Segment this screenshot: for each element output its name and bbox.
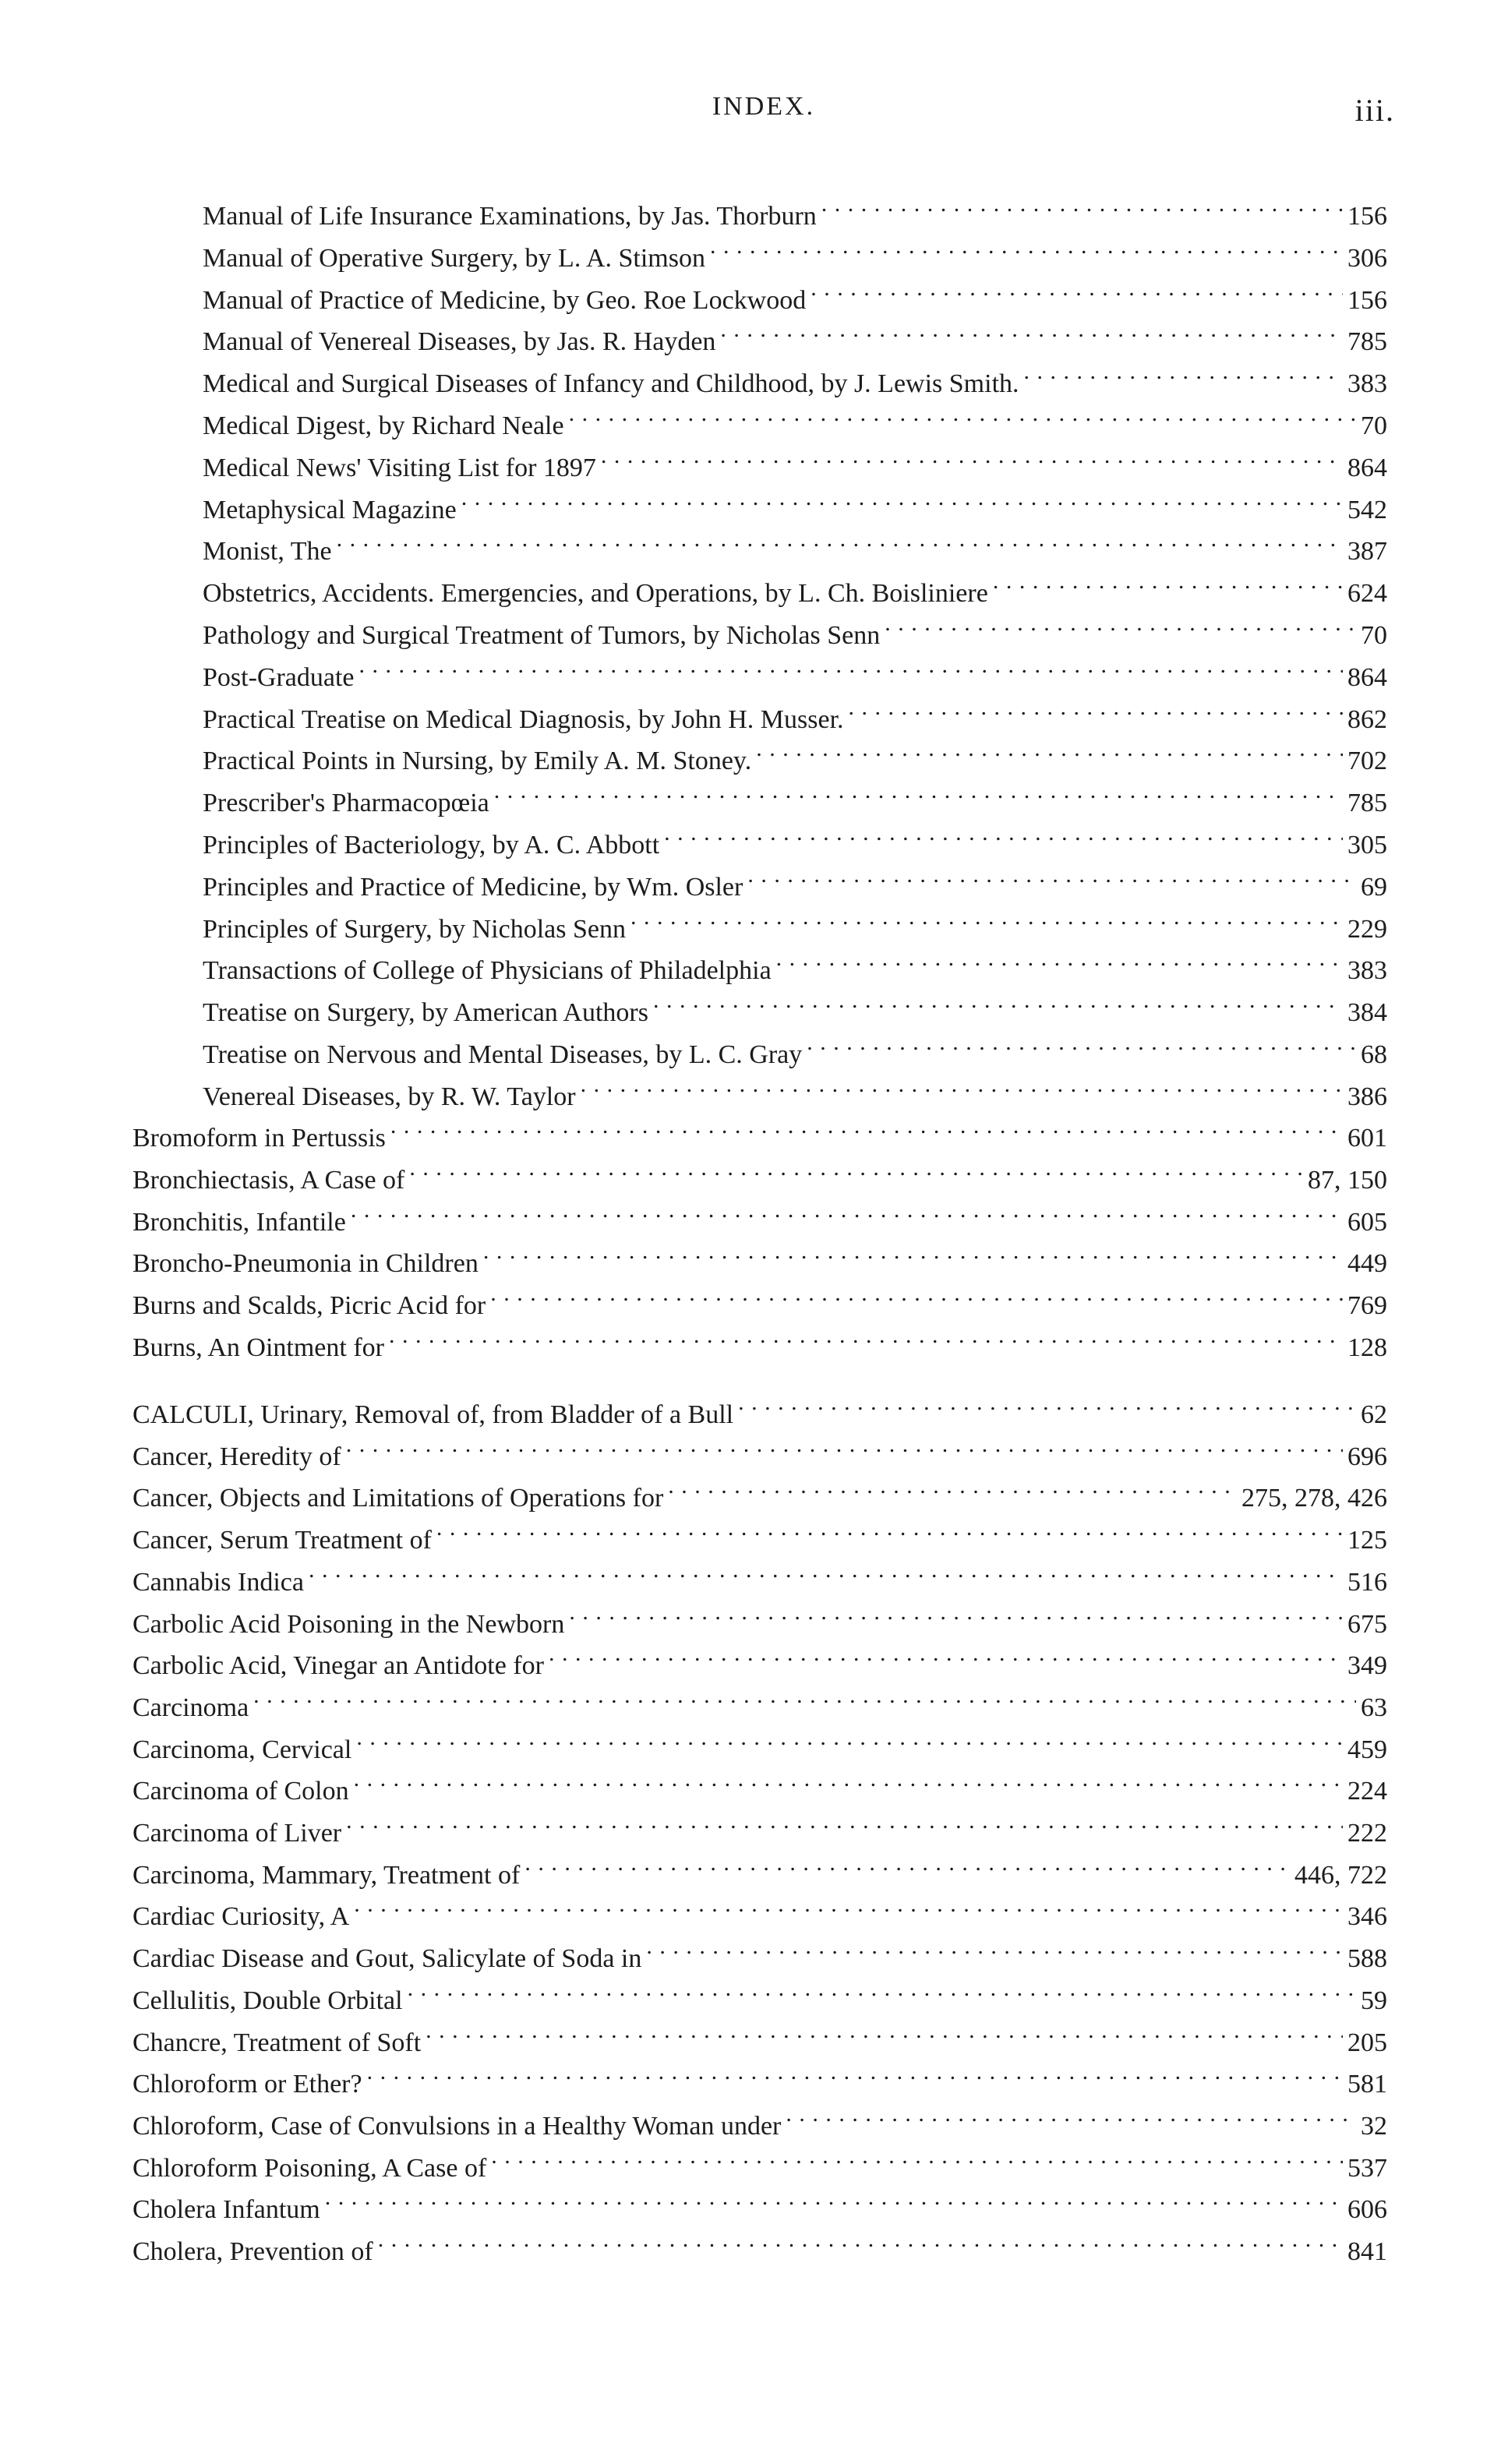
index-entry	[132, 1759, 1387, 1806]
entry-title: Manual of Venereal Diseases, by Jas. R. Hayden	[203, 327, 716, 357]
entry-page-number: 386	[1347, 1082, 1387, 1111]
entry-page-number: 32	[1361, 2111, 1387, 2141]
entry-title: Prescriber's Pharmacopœia	[203, 789, 489, 818]
index-entry	[132, 1424, 1387, 1471]
index-entry	[132, 1717, 1387, 1764]
entry-title: Metaphysical Magazine	[203, 495, 457, 524]
entry-page-number: 59	[1361, 1986, 1387, 2015]
leader-dots	[776, 938, 1343, 979]
entry-page-number: 125	[1347, 1526, 1387, 1555]
leader-dots	[354, 1884, 1343, 1925]
index-entry	[132, 2177, 1387, 2225]
leader-dots	[253, 1675, 1356, 1716]
index-entry	[132, 1550, 1387, 1597]
entry-title: Burns, An Ointment for	[132, 1333, 384, 1362]
entry-title: Treatise on Nervous and Mental Diseases, by L. C. Gray	[203, 1040, 803, 1069]
index-entry	[203, 436, 1387, 482]
index-entry	[132, 1592, 1387, 1639]
entry-title: Medical News' Visiting List for 1897	[203, 453, 596, 482]
entry-title: Manual of Operative Surgery, by L. A. Stimson	[203, 243, 705, 273]
leader-dots	[849, 687, 1343, 728]
leader-dots	[993, 561, 1343, 602]
leader-dots	[346, 1424, 1343, 1465]
entry-page-number: 224	[1347, 1777, 1387, 1806]
entry-page-number: 537	[1347, 2153, 1387, 2183]
entry-title: Bronchiectasis, A Case of	[132, 1165, 405, 1195]
entry-title: Carcinoma, Mammary, Treatment of	[132, 1860, 521, 1890]
index-entry	[132, 1801, 1387, 1848]
page-number: iii.	[1354, 93, 1395, 128]
entry-title: Pathology and Surgical Treatment of Tumors, by Nicholas Senn	[203, 621, 881, 650]
entry-page-number: 864	[1347, 453, 1387, 482]
leader-dots	[359, 645, 1343, 686]
entry-page-number: 605	[1347, 1207, 1387, 1237]
entry-page-number: 785	[1347, 789, 1387, 818]
leader-dots	[494, 771, 1343, 811]
index-entry	[203, 603, 1387, 650]
entry-page-number: 349	[1347, 1651, 1387, 1681]
leader-dots	[436, 1508, 1343, 1548]
entry-page-number: 769	[1347, 1291, 1387, 1321]
leader-dots	[356, 1717, 1343, 1758]
entry-title: Principles of Bacteriology, by A. C. Abbott	[203, 831, 660, 860]
entry-page-number: 446, 722	[1294, 1860, 1387, 1890]
entry-page-number: 62	[1361, 1400, 1387, 1429]
entry-title: Chancre, Treatment of Soft	[132, 2028, 422, 2057]
index-entry	[203, 1064, 1387, 1111]
entry-page-number: 346	[1347, 1902, 1387, 1932]
entry-title: Bromoform in Pertussis	[132, 1124, 386, 1153]
index-entry	[203, 771, 1387, 818]
leader-dots	[549, 1633, 1343, 1674]
leader-dots	[569, 394, 1356, 434]
index-entry	[203, 938, 1387, 986]
leader-dots	[491, 2136, 1343, 2176]
index-entry	[203, 394, 1387, 440]
entry-title: Chloroform or Ether?	[132, 2070, 362, 2099]
entry-title: Practical Points in Nursing, by Emily A. M. Stoney.	[203, 747, 752, 776]
entry-page-number: 864	[1347, 662, 1387, 692]
leader-dots	[346, 1801, 1343, 1841]
entry-page-number: 222	[1347, 1819, 1387, 1848]
leader-dots	[653, 980, 1343, 1021]
leader-dots	[337, 519, 1343, 560]
entry-page-number: 306	[1347, 243, 1387, 273]
leader-dots	[738, 1382, 1356, 1423]
entry-page-number: 128	[1347, 1333, 1387, 1362]
entry-page-number: 63	[1361, 1693, 1387, 1722]
entry-title: Burns and Scalds, Picric Acid for	[132, 1291, 486, 1321]
leader-dots	[668, 1466, 1237, 1506]
index-entry	[132, 1633, 1387, 1681]
index-entry	[132, 2010, 1387, 2057]
leader-dots	[390, 1106, 1343, 1146]
entry-page-number: 601	[1347, 1124, 1387, 1153]
entry-page-number: 70	[1361, 411, 1387, 440]
leader-dots	[646, 1926, 1343, 1967]
leader-dots	[389, 1315, 1343, 1356]
index-entry	[203, 268, 1387, 315]
entry-title: Carcinoma	[132, 1693, 249, 1722]
entry-page-number: 305	[1347, 831, 1387, 860]
entry-page-number: 675	[1347, 1609, 1387, 1639]
entry-title: Cannabis Indica	[132, 1567, 304, 1597]
leader-dots	[325, 2177, 1343, 2218]
leader-dots	[710, 226, 1343, 267]
entry-page-number: 702	[1347, 747, 1387, 776]
leader-dots	[720, 309, 1343, 350]
index-entry	[203, 897, 1387, 944]
leader-dots	[408, 1968, 1356, 2009]
index-entry	[132, 2094, 1387, 2141]
entry-title: Post-Graduate	[203, 662, 355, 692]
entry-title: Cholera Infantum	[132, 2195, 320, 2225]
entry-title: Monist, The	[203, 537, 332, 567]
entry-page-number: 156	[1347, 285, 1387, 315]
leader-dots	[524, 1843, 1290, 1883]
index-entry	[203, 687, 1387, 734]
entry-title: Carbolic Acid, Vinegar an Antidote for	[132, 1651, 544, 1681]
leader-dots	[811, 268, 1343, 309]
entry-page-number: 588	[1347, 1944, 1387, 1974]
entry-title: Manual of Practice of Medicine, by Geo. Roe Lockwood	[203, 285, 807, 315]
entry-page-number: 542	[1347, 495, 1387, 524]
entry-title: Practical Treatise on Medical Diagnosis, by John H. Musser.	[203, 704, 844, 734]
leader-dots	[747, 855, 1356, 895]
leader-dots	[821, 184, 1343, 224]
leader-dots	[1024, 351, 1343, 392]
index-entry	[132, 1231, 1387, 1279]
index-entry	[132, 2219, 1387, 2266]
index-entry	[132, 1884, 1387, 1932]
entry-page-number: 785	[1347, 327, 1387, 357]
leader-dots	[378, 2219, 1343, 2260]
index-entry	[203, 478, 1387, 524]
entry-title: Cancer, Heredity of	[132, 1442, 341, 1471]
entry-title: Principles of Surgery, by Nicholas Senn	[203, 914, 626, 944]
leader-dots	[409, 1148, 1303, 1188]
index-entry	[132, 1926, 1387, 1974]
leader-dots	[756, 729, 1343, 769]
index-entry	[203, 813, 1387, 860]
leader-dots	[630, 897, 1343, 937]
entry-title: Cancer, Objects and Limitations of Operations for	[132, 1484, 664, 1513]
entry-title: Treatise on Surgery, by American Authors	[203, 998, 648, 1028]
entry-title: Cholera, Prevention of	[132, 2237, 373, 2266]
leader-dots	[581, 1064, 1343, 1105]
index-entry	[132, 1190, 1387, 1237]
index-entry	[132, 2136, 1387, 2183]
index-entry	[132, 1382, 1387, 1429]
entry-page-number: 70	[1361, 621, 1387, 650]
leader-dots	[807, 1022, 1356, 1063]
entry-page-number: 384	[1347, 998, 1387, 1028]
leader-dots	[601, 436, 1343, 476]
leader-dots	[461, 478, 1343, 518]
entry-title: Chloroform Poisoning, A Case of	[132, 2153, 487, 2183]
leader-dots	[786, 2094, 1356, 2134]
entry-title: Cellulitis, Double Orbital	[132, 1986, 403, 2015]
entry-title: Chloroform, Case of Convulsions in a Healthy Woman under	[132, 2111, 782, 2141]
index-entry	[132, 1508, 1387, 1555]
entry-title: Cardiac Curiosity, A	[132, 1902, 350, 1932]
leader-dots	[490, 1273, 1343, 1314]
entry-page-number: 229	[1347, 914, 1387, 944]
leader-dots	[354, 1759, 1343, 1799]
entry-page-number: 87, 150	[1308, 1165, 1387, 1195]
entry-title: Carcinoma of Liver	[132, 1819, 342, 1848]
leader-dots	[367, 2052, 1343, 2092]
index-entry	[132, 1675, 1387, 1722]
index-entry	[203, 980, 1387, 1028]
entry-title: CALCULI, Urinary, Removal of, from Bladder of a Bull	[132, 1400, 734, 1429]
entry-title: Principles and Practice of Medicine, by Wm. Osler	[203, 872, 743, 902]
index-entry	[203, 561, 1387, 609]
entry-title: Cancer, Serum Treatment of	[132, 1526, 432, 1555]
entry-title: Medical Digest, by Richard Neale	[203, 411, 564, 440]
leader-dots	[664, 813, 1343, 853]
index-entry	[132, 2052, 1387, 2099]
leader-dots	[426, 2010, 1343, 2051]
entry-title: Carbolic Acid Poisoning in the Newborn	[132, 1609, 565, 1639]
index-entry	[203, 1022, 1387, 1069]
index-entry	[203, 226, 1387, 273]
leader-dots	[885, 603, 1356, 644]
entry-page-number: 862	[1347, 704, 1387, 734]
entry-page-number: 696	[1347, 1442, 1387, 1471]
entry-page-number: 581	[1347, 2070, 1387, 2099]
entry-page-number: 459	[1347, 1735, 1387, 1764]
index-entry	[203, 351, 1387, 399]
page-title: INDEX.	[712, 92, 816, 121]
index-entry	[203, 645, 1387, 692]
index-entry	[132, 1466, 1387, 1513]
page-header	[132, 92, 1395, 139]
entry-page-number: 156	[1347, 202, 1387, 231]
entry-page-number: 275, 278, 426	[1241, 1484, 1387, 1513]
leader-dots	[483, 1231, 1343, 1272]
index-entry	[132, 1843, 1387, 1890]
entry-title: Manual of Life Insurance Examinations, by Jas. Thorburn	[203, 202, 817, 231]
index-entry	[203, 729, 1387, 776]
entry-page-number: 841	[1347, 2237, 1387, 2266]
entry-title: Medical and Surgical Diseases of Infancy and Childhood, by J. Lewis Smith.	[203, 369, 1019, 399]
entry-title: Carcinoma, Cervical	[132, 1735, 352, 1764]
index-entry	[132, 1106, 1387, 1153]
entry-title: Transactions of College of Physicians of Philadelphia	[203, 956, 772, 986]
leader-dots	[351, 1190, 1343, 1230]
index-entry	[203, 519, 1387, 567]
entry-page-number: 205	[1347, 2028, 1387, 2057]
entry-title: Broncho-Pneumonia in Children	[132, 1249, 479, 1279]
entry-title: Venereal Diseases, by R. W. Taylor	[203, 1082, 576, 1111]
index-entry	[203, 855, 1387, 902]
entry-page-number: 449	[1347, 1249, 1387, 1279]
entry-page-number: 68	[1361, 1040, 1387, 1069]
index-entry	[203, 309, 1387, 357]
entry-page-number: 624	[1347, 579, 1387, 609]
entry-page-number: 69	[1361, 872, 1387, 902]
entry-page-number: 606	[1347, 2195, 1387, 2225]
entry-title: Carcinoma of Colon	[132, 1777, 349, 1806]
index-entry	[203, 184, 1387, 231]
entry-page-number: 516	[1347, 1567, 1387, 1597]
entry-page-number: 383	[1347, 369, 1387, 399]
leader-dots	[309, 1550, 1343, 1590]
index-entry	[132, 1273, 1387, 1321]
leader-dots	[569, 1592, 1343, 1633]
index-entry	[132, 1968, 1387, 2015]
entry-page-number: 387	[1347, 537, 1387, 567]
entry-title: Bronchitis, Infantile	[132, 1207, 346, 1237]
entry-page-number: 383	[1347, 956, 1387, 986]
index-entry	[132, 1315, 1387, 1362]
entry-title: Obstetrics, Accidents. Emergencies, and Operations, by L. Ch. Boisliniere	[203, 579, 988, 609]
index-entry	[132, 1148, 1387, 1195]
entry-title: Cardiac Disease and Gout, Salicylate of Soda in	[132, 1944, 642, 1974]
